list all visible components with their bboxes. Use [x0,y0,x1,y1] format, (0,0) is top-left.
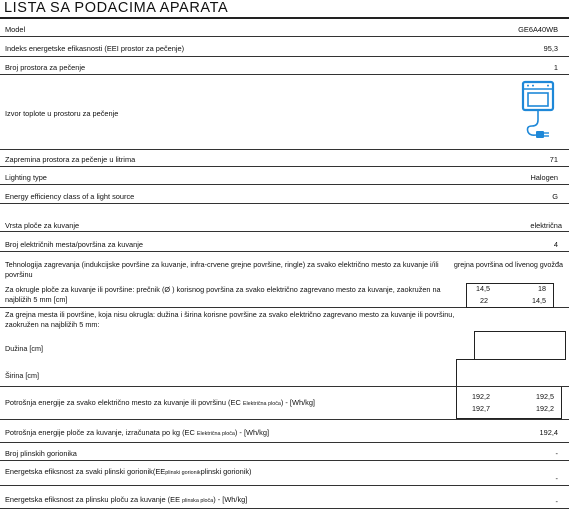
cavities-label: Broj prostora za pečenje [5,63,86,72]
eei-label: Indeks energetske efikasnosti (EEI prostor za pečenje) [5,44,185,53]
round-zone-2: 18 [538,284,546,293]
model-value: GE6A40WB [518,25,558,34]
eei-value: 95,3 [543,44,558,53]
light-class-label: Energy efficiency class of a light source [5,192,135,201]
row-gas-burners [0,443,569,461]
energy-hob-label: Potrošnja energije ploče za kuvanje, izračunata po kg (EC Električna ploča) - [Wh/kg] [5,428,270,437]
round-zone-1: 14,5 [476,284,490,293]
nonround-label: Za grejna mesta ili površine, koja nisu okrugla: dužina i širina korisne površine za svako električno zagrevano mesto za kuvanje ili površinu, zaokružen na najbližih 5 mm: [5,310,455,329]
zones-count-value: 4 [553,240,558,249]
gas-eff-value: - [555,474,558,483]
row-lighting [0,167,569,185]
nonround-width-label: Širina [cm] [5,371,39,380]
cavities-value: 1 [553,63,558,72]
round-zone-4: 14,5 [532,296,546,305]
row-energy-zone [0,387,569,420]
length-cell [474,331,566,360]
row-technology [0,252,569,282]
row-gas-eff [0,461,569,486]
lighting-value: Halogen [530,173,558,182]
round-zone-3: 22 [480,296,488,305]
energy-zone-3: 192,7 [472,404,490,413]
row-round-zones [0,283,569,308]
gas-burners-label: Broj plinskih gorionika [5,449,77,458]
technology-value: grejna površina od livenog gvožđa [453,260,563,269]
width-cell [456,359,565,386]
row-zones-count [0,232,569,252]
gas-hob-eff-value: - [555,497,558,506]
lighting-label: Lighting type [5,173,47,182]
row-light-class [0,185,569,204]
row-nonround-zones [0,308,569,387]
row-volume [0,150,569,167]
hob-type-value: električna [530,221,562,230]
row-gas-hob-eff [0,486,569,509]
volume-value: 71 [549,155,558,164]
row-eei [0,37,569,57]
energy-hob-value: 192,4 [539,428,558,437]
page-title: LISTA SA PODACIMA APARATA [4,0,229,16]
zones-count-label: Broj električnih mesta/površina za kuvanje [5,240,144,249]
volume-label: Zapremina prostora za pečenje u litrima [5,155,136,164]
nonround-length-label: Dužina [cm] [5,344,43,353]
row-model [0,21,569,37]
model-label: Model [5,25,26,34]
hob-type-label: Vrsta ploče za kuvanje [5,221,80,230]
light-class-value: G [552,192,558,201]
energy-zone-label: Potrošnja energije za svako električno mesto za kuvanje ili površinu (EC Električna ploča) - [Wh/kg] [5,398,315,407]
row-heat-source [0,75,569,150]
gas-hob-eff-label: Energetska efiksnost za plinsku ploču za kuvanje (EE plinska ploča) - [Wh/kg] [5,495,248,504]
energy-zone-4: 192,2 [536,404,554,413]
row-energy-hob [0,420,569,443]
gas-burners-value: - [555,449,558,458]
gas-eff-label: Energetska efiksnost za svaki plinski gorionik(EEplinski gorionikplinski gorionik) [5,467,252,476]
round-zones-label: Za okrugle ploče za kuvanje ili površine: prečnik (Ø ) korisnog površina za svako električno zagrevano mesto za kuvanje, zaokružen na najbližih 5 mm [cm] [5,285,441,304]
heat-source-label: Izvor toplote u prostoru za pečenje [5,109,119,118]
electric-oven-plug-icon [521,80,555,144]
title-rule [0,17,569,19]
technology-label: Tehnologija zagrevanja (indukcijske površine za kuvanje, infra-crvene grejne površine, ringle) za svako električno mesto za kuvanje i/ili površinu [5,260,439,279]
row-cavities [0,57,569,75]
energy-zone-1: 192,2 [472,392,490,401]
row-hob-type [0,204,569,232]
energy-zone-2: 192,5 [536,392,554,401]
